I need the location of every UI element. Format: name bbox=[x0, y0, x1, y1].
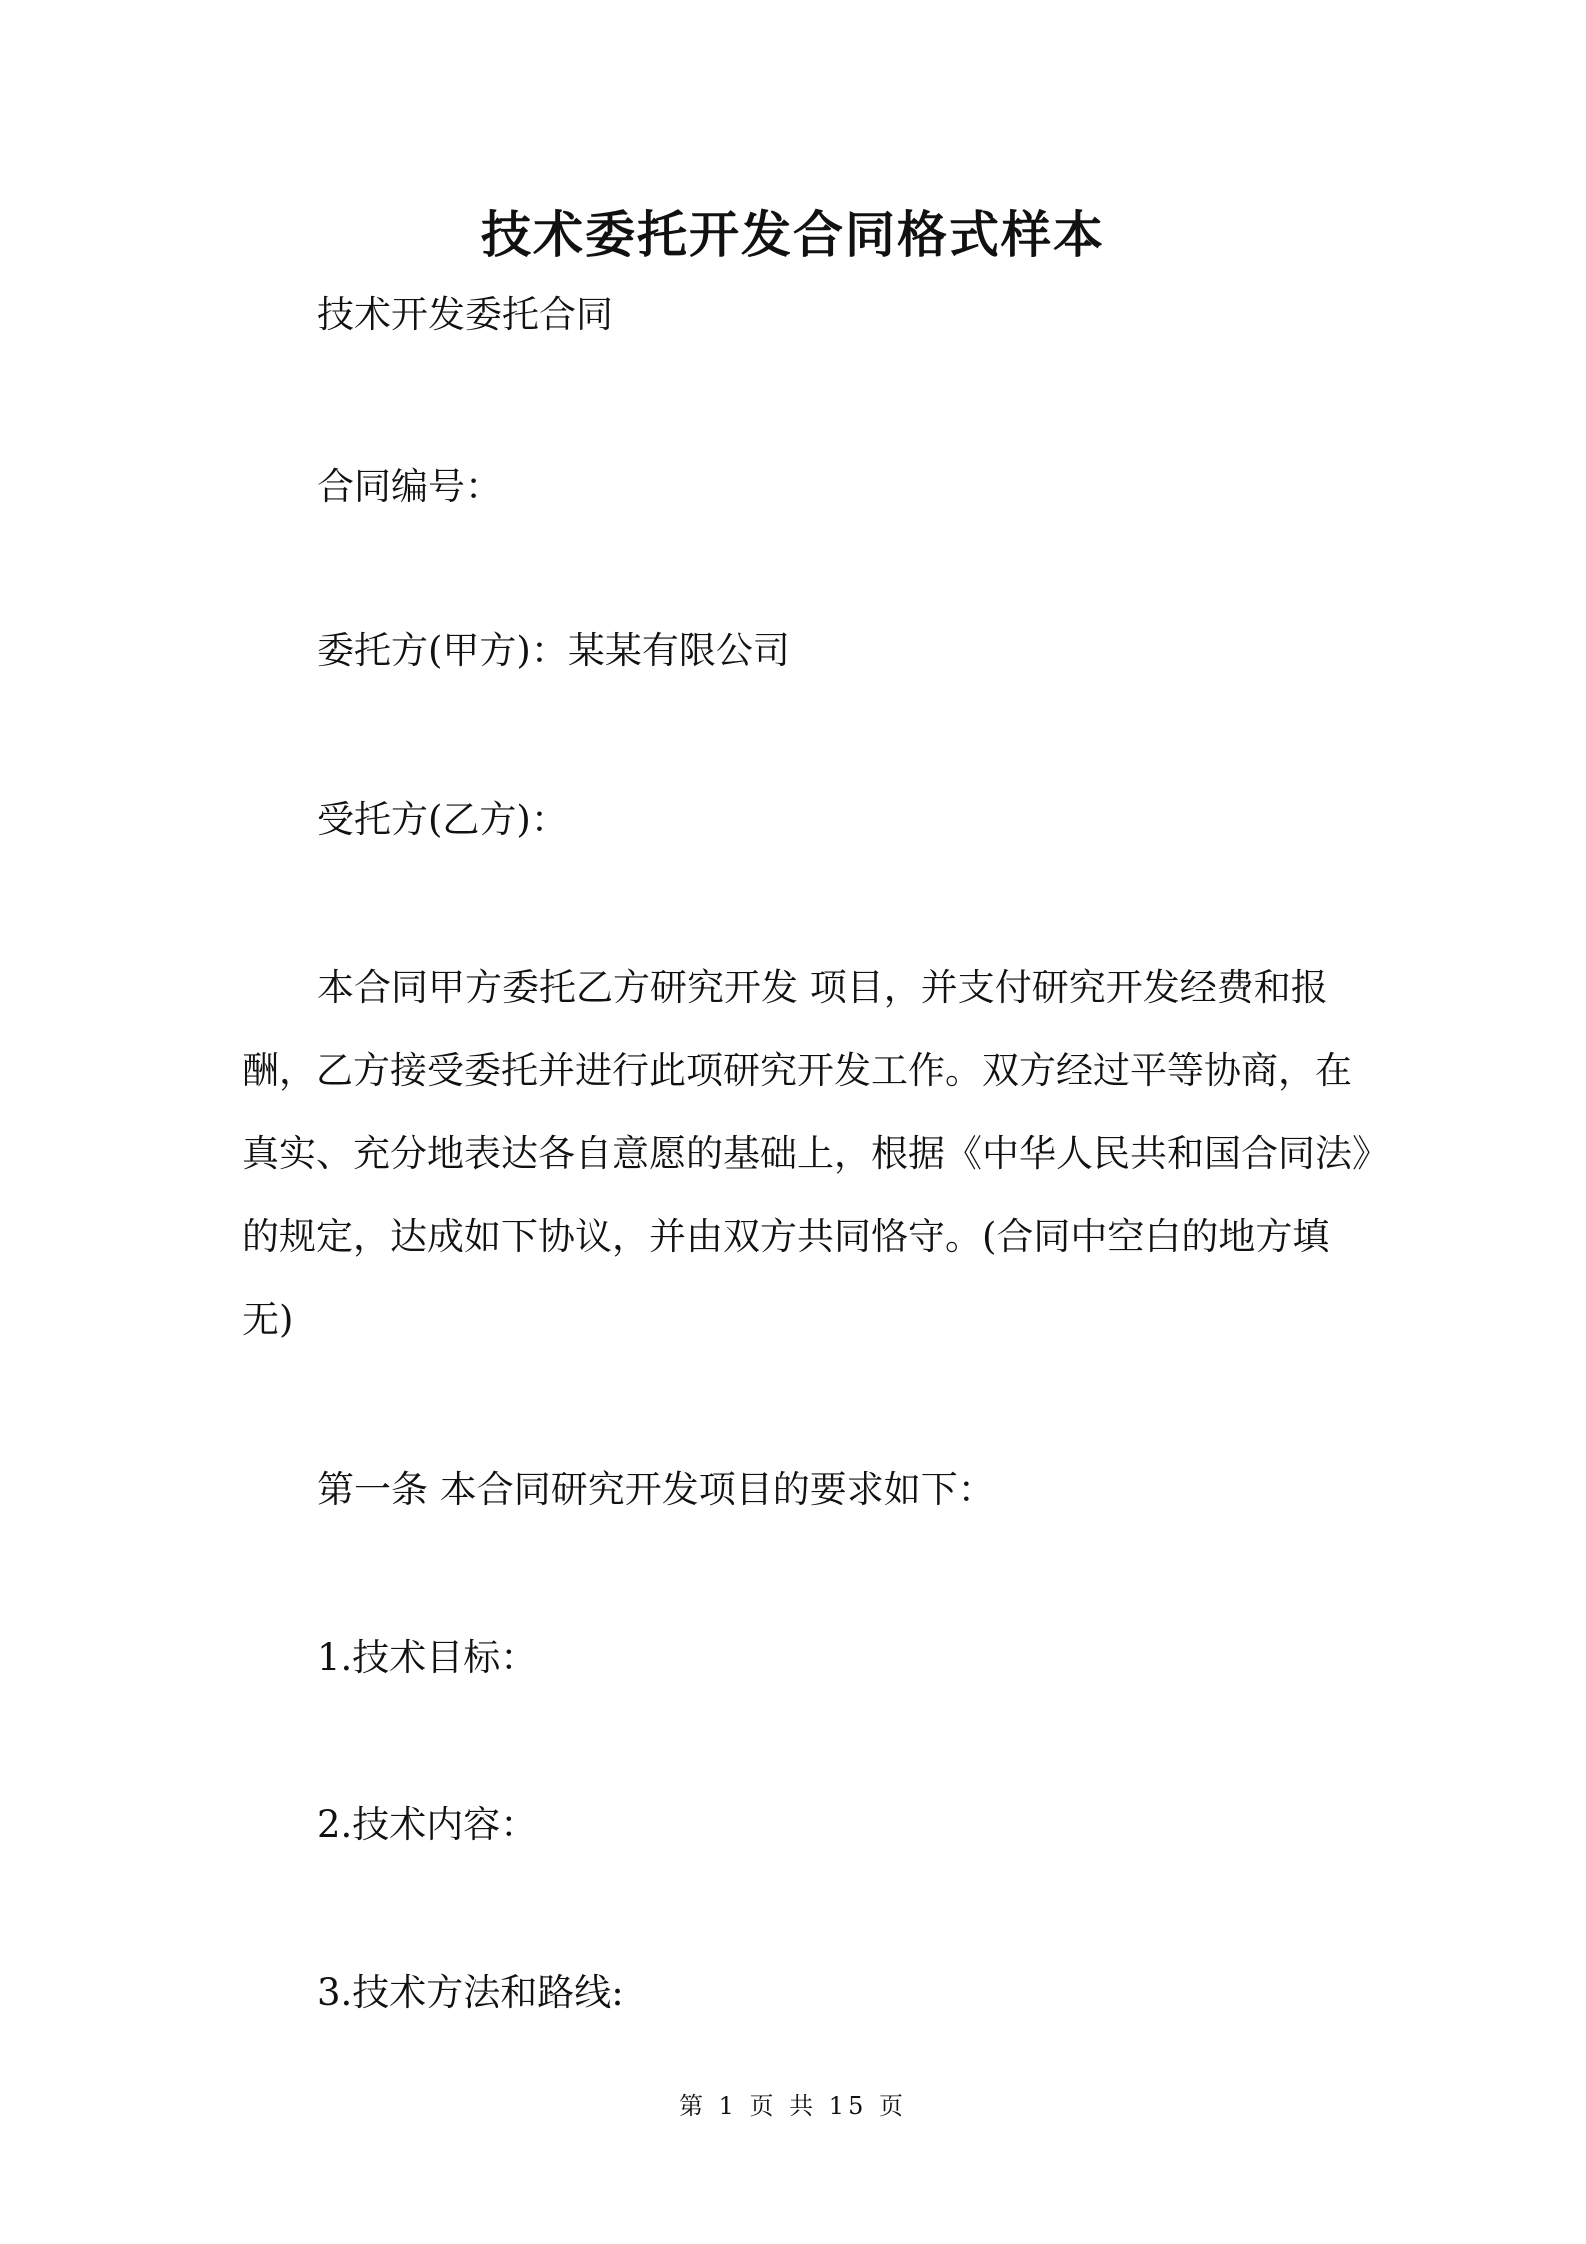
party-b-line: 受托方(乙方)： bbox=[317, 798, 568, 841]
preamble-line: 酬，乙方接受委托并进行此项研究开发工作。双方经过平等协商，在 bbox=[242, 1049, 1352, 1092]
preamble-line: 的规定，达成如下协议，并由双方共同恪守。(合同中空白的地方填 bbox=[242, 1215, 1330, 1258]
preamble-line: 本合同甲方委托乙方研究开发 项目，并支付研究开发经费和报 bbox=[317, 966, 1328, 1009]
article-1-heading: 第一条 本合同研究开发项目的要求如下： bbox=[317, 1468, 995, 1511]
preamble-line: 无) bbox=[242, 1298, 294, 1341]
document-title: 技术委托开发合同格式样本 bbox=[481, 205, 1105, 264]
item-technical-content: 2.技术内容： bbox=[317, 1803, 538, 1846]
page-indicator: 第 1 页 共 15 页 bbox=[679, 2092, 907, 2120]
item-technical-method: 3.技术方法和路线: bbox=[317, 1971, 624, 2014]
contract-number-label: 合同编号： bbox=[317, 465, 502, 508]
item-technical-goal: 1.技术目标： bbox=[317, 1636, 538, 1679]
party-a-line: 委托方(甲方)：某某有限公司 bbox=[317, 629, 790, 672]
preamble-line: 真实、充分地表达各自意愿的基础上，根据《中华人民共和国合同法》 bbox=[242, 1132, 1389, 1175]
contract-subtitle: 技术开发委托合同 bbox=[317, 293, 613, 336]
